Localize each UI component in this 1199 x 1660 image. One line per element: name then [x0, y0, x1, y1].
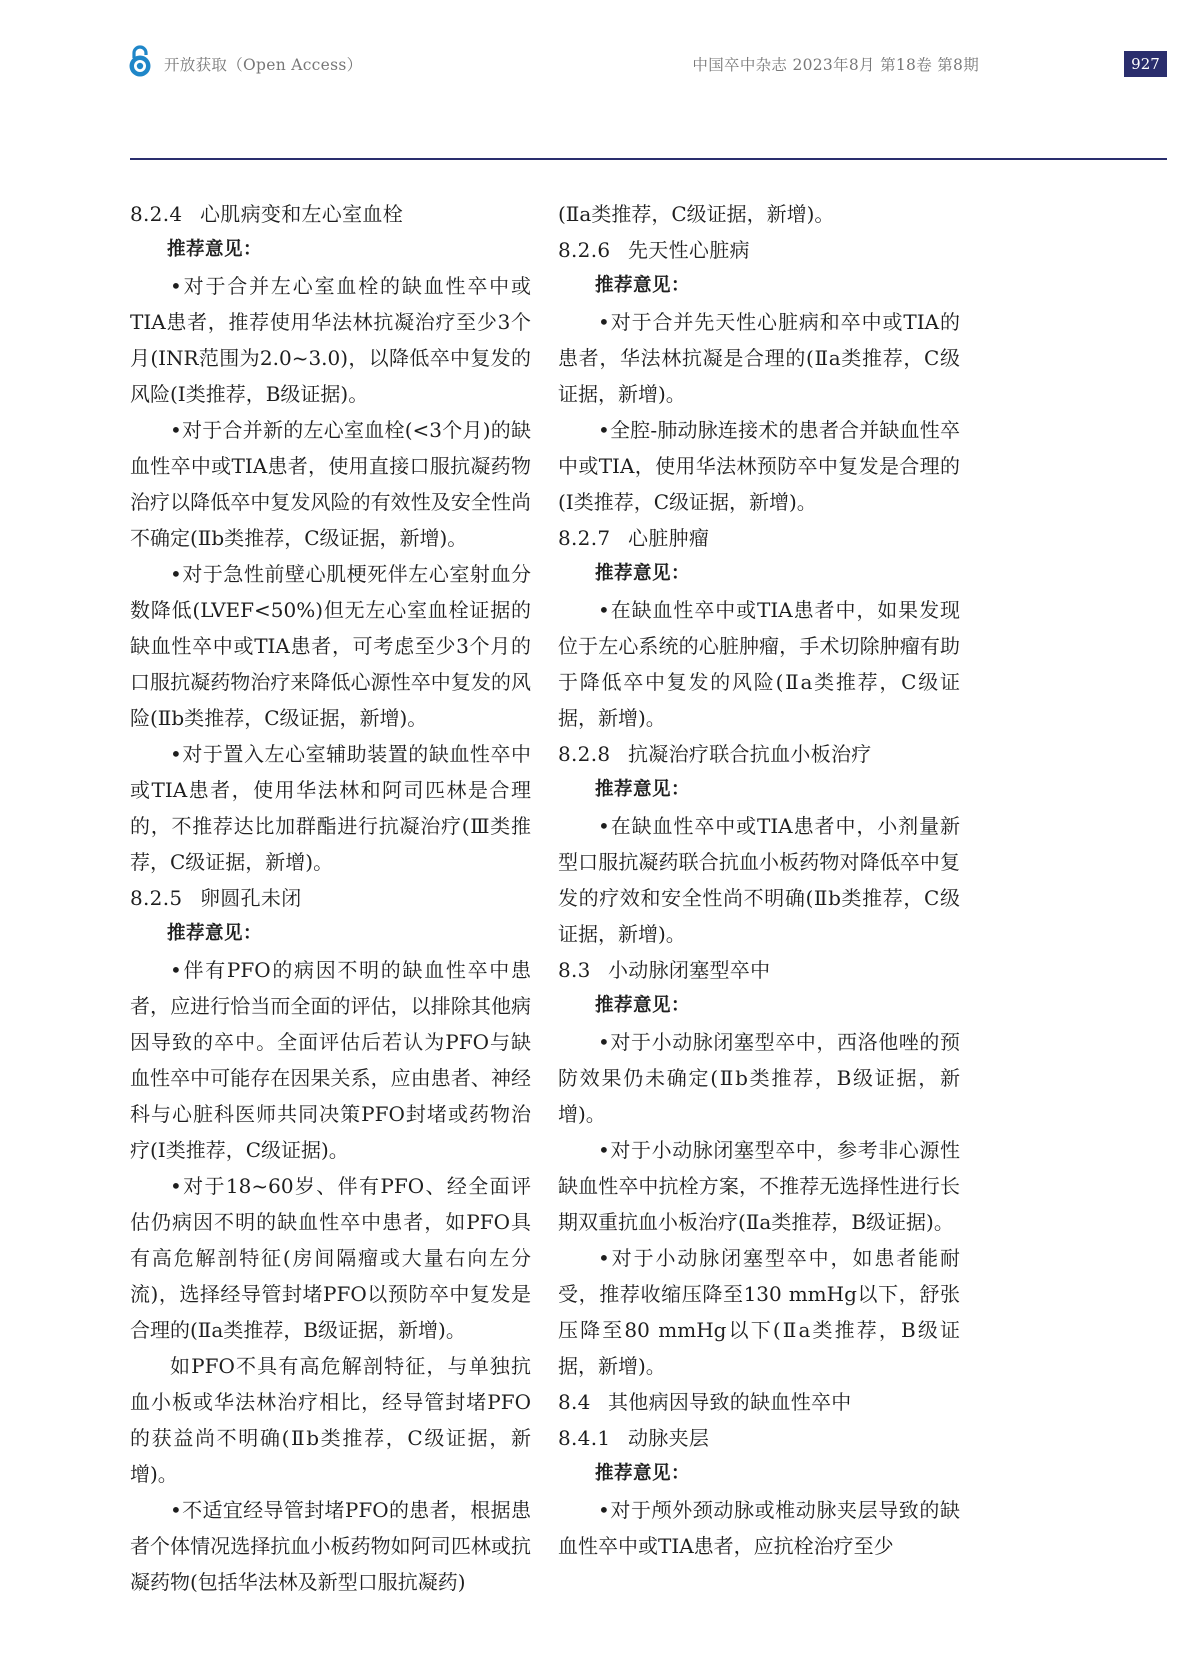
right-column [558, 196, 960, 1564]
section-number: 8.2.4 [130, 202, 183, 226]
paragraph: •对于合并先天性心脏病和卒中或TIA的患者，华法林抗凝是合理的(Ⅱa类推荐，C级证据，新增)。 [558, 310, 960, 406]
recommendation-label: 推荐意见： [167, 239, 263, 260]
section-title: 小动脉闭塞型卒中 [608, 958, 771, 982]
paragraph: •不适宜经导管封堵PFO的患者，根据患者个体情况选择抗血小板药物如阿司匹林或抗凝药物(包括华法林及新型口服抗凝药) [130, 1498, 531, 1594]
left-column [130, 196, 531, 1600]
section-number: 8.2.8 [558, 742, 611, 766]
recommendation-label: 推荐意见： [595, 995, 691, 1016]
section-title: 心肌病变和左心室血栓 [200, 202, 403, 226]
paragraph: •在缺血性卒中或TIA患者中，如果发现位于左心系统的心脏肿瘤，手术切除肿瘤有助于降低卒中复发的风险(Ⅱa类推荐，C级证据，新增)。 [558, 598, 960, 730]
section-title: 心脏肿瘤 [628, 526, 710, 550]
section-heading [558, 736, 960, 772]
section-heading [130, 196, 531, 232]
page-number: 927 [1124, 51, 1167, 77]
paragraph: •伴有PFO的病因不明的缺血性卒中患者，应进行恰当而全面的评估，以排除其他病因导致的卒中。全面评估后若认为PFO与缺血性卒中可能存在因果关系，应由患者、神经科与心脏科医师共同决策PFO封堵或药物治疗(Ⅰ类推荐，C级证据)。 [130, 958, 531, 1162]
recommendation-label: 推荐意见： [595, 275, 691, 296]
paragraph: •在缺血性卒中或TIA患者中，小剂量新型口服抗凝药联合抗血小板药物对降低卒中复发的疗效和安全性尚不明确(Ⅱb类推荐，C级证据，新增)。 [558, 814, 960, 946]
recommendation-label: 推荐意见： [595, 1463, 691, 1484]
open-access-lock-icon [127, 44, 153, 78]
section-title: 其他病因导致的缺血性卒中 [608, 1390, 852, 1414]
section-title: 动脉夹层 [628, 1426, 710, 1450]
paragraph: •对于置入左心室辅助装置的缺血性卒中或TIA患者，使用华法林和阿司匹林是合理的，不推荐达比加群酯进行抗凝治疗(Ⅲ类推荐，C级证据，新增)。 [130, 742, 531, 874]
section-heading [558, 232, 960, 268]
section-number: 8.2.5 [130, 886, 183, 910]
journal-info: 中国卒中杂志 2023年8月 第18卷 第8期 [692, 56, 979, 74]
section-heading [130, 880, 531, 916]
section-heading [558, 1384, 960, 1420]
paragraph: •全腔-肺动脉连接术的患者合并缺血性卒中或TIA，使用华法林预防卒中复发是合理的(Ⅰ类推荐，C级证据，新增)。 [558, 418, 960, 514]
paragraph: •对于小动脉闭塞型卒中，西洛他唑的预防效果仍未确定(Ⅱb类推荐，B级证据，新增)。 [558, 1030, 960, 1126]
paragraph: •对于小动脉闭塞型卒中，参考非心源性缺血性卒中抗栓方案，不推荐无选择性进行长期双重抗血小板治疗(Ⅱa类推荐，B级证据)。 [558, 1138, 960, 1234]
page-header [0, 0, 1199, 160]
paragraph: •对于合并新的左心室血栓(<3个月)的缺血性卒中或TIA患者，使用直接口服抗凝药物治疗以降低卒中复发风险的有效性及安全性尚不确定(Ⅱb类推荐，C级证据，新增)。 [130, 418, 531, 550]
section-title: 先天性心脏病 [628, 238, 750, 262]
recommendation-label: 推荐意见： [595, 779, 691, 800]
paragraph: •对于合并左心室血栓的缺血性卒中或TIA患者，推荐使用华法林抗凝治疗至少3个月(INR范围为2.0~3.0)，以降低卒中复发的风险(Ⅰ类推荐，B级证据)。 [130, 274, 531, 406]
paragraph: •对于小动脉闭塞型卒中，如患者能耐受，推荐收缩压降至130 mmHg以下，舒张压降至80 mmHg以下(Ⅱa类推荐，B级证据，新增)。 [558, 1246, 960, 1378]
section-heading [558, 952, 960, 988]
open-access-label: 开放获取（Open Access） [164, 56, 363, 74]
section-heading [558, 1420, 960, 1456]
section-title: 抗凝治疗联合抗血小板治疗 [628, 742, 872, 766]
paragraph: •对于急性前壁心肌梗死伴左心室射血分数降低(LVEF<50%)但无左心室血栓证据的缺血性卒中或TIA患者，可考虑至少3个月的口服抗凝药物治疗来降低心源性卒中复发的风险(Ⅱb类推荐，C级证据，新增)。 [130, 562, 531, 730]
header-rule [130, 158, 1167, 160]
paragraph: •对于18~60岁、伴有PFO、经全面评估仍病因不明的缺血性卒中患者，如PFO具有高危解剖特征(房间隔瘤或大量右向左分流)，选择经导管封堵PFO以预防卒中复发是合理的(Ⅱa类推荐，B级证据，新增)。 [130, 1174, 531, 1342]
section-number: 8.2.6 [558, 238, 611, 262]
recommendation-label: 推荐意见： [595, 563, 691, 584]
section-number: 8.4.1 [558, 1426, 611, 1450]
section-number: 8.2.7 [558, 526, 611, 550]
recommendation-label: 推荐意见： [167, 923, 263, 944]
paragraph: 如PFO不具有高危解剖特征，与单独抗血小板或华法林治疗相比，经导管封堵PFO的获益尚不明确(Ⅱb类推荐，C级证据，新增)。 [130, 1354, 531, 1486]
section-title: 卵圆孔未闭 [200, 886, 302, 910]
paragraph: (Ⅱa类推荐，C级证据，新增)。 [558, 202, 835, 226]
section-heading [558, 520, 960, 556]
section-number: 8.4 [558, 1390, 591, 1414]
section-number: 8.3 [558, 958, 591, 982]
paragraph: •对于颅外颈动脉或椎动脉夹层导致的缺血性卒中或TIA患者，应抗栓治疗至少 [558, 1498, 960, 1558]
